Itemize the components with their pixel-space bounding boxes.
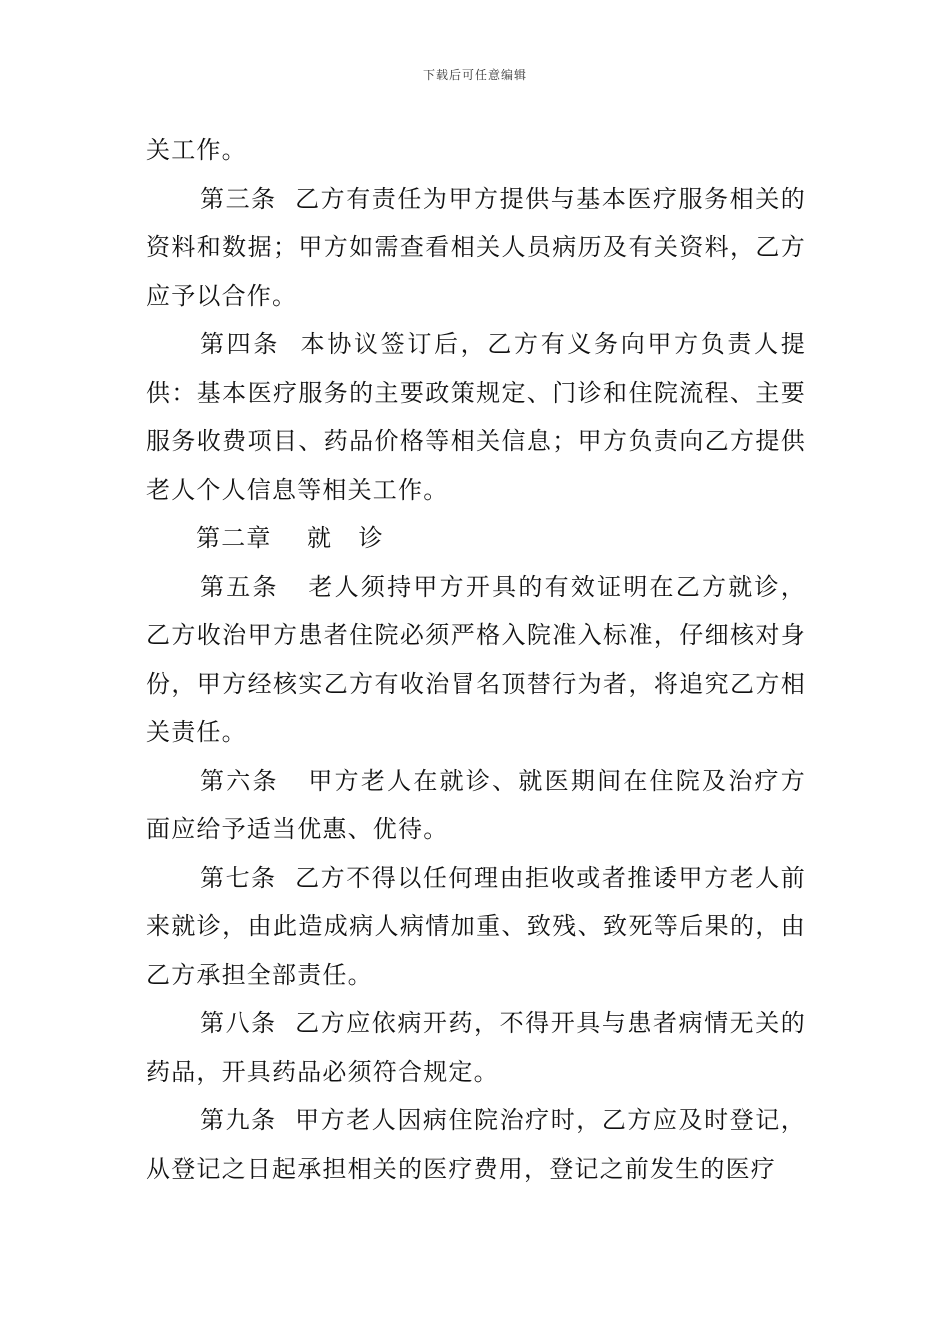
article-spacer <box>277 864 295 892</box>
article-4 <box>146 320 806 514</box>
article-spacer <box>277 1009 295 1037</box>
article-6 <box>146 757 806 854</box>
article-number: 第九条 <box>200 1106 277 1134</box>
article-text: 甲方老人因病住院治疗时，乙方应及时登记，从登记之日起承担相关的医疗费用，登记之前发生的医疗 <box>146 1106 806 1183</box>
article-number: 第五条 <box>200 572 279 601</box>
article-text: 甲方老人在就诊、就医期间在住院及治疗方面应给予适当优惠、优待。 <box>146 766 806 843</box>
article-8 <box>146 999 806 1096</box>
article-text: 乙方有责任为甲方提供与基本医疗服务相关的资料和数据；甲方如需查看相关人员病历及有关资料，乙方应予以合作。 <box>146 184 806 310</box>
article-text: 老人须持甲方开具的有效证明在乙方就诊，乙方收治甲方患者住院必须严格入院准入标准，仔细核对身份，甲方经核实乙方有收治冒名顶替行为者，将追究乙方相关责任。 <box>146 572 806 746</box>
article-text: 乙方应依病开药，不得开具与患者病情无关的药品，开具药品必须符合规定。 <box>146 1009 806 1086</box>
document-body <box>146 126 806 1193</box>
article-number: 第六条 <box>200 766 279 795</box>
article-9 <box>146 1096 806 1193</box>
article-number: 第四条 <box>200 330 281 358</box>
article-spacer <box>277 185 295 213</box>
article-number: 第八条 <box>200 1009 277 1037</box>
chapter-spacer <box>272 524 307 552</box>
paragraph-text: 关工作。 <box>146 136 247 164</box>
article-number: 第七条 <box>200 863 277 892</box>
article-5 <box>146 563 806 757</box>
article-spacer <box>279 573 309 601</box>
chapter-heading <box>146 514 806 563</box>
article-3 <box>146 175 806 321</box>
paragraph-continuation <box>146 126 806 175</box>
chapter-number: 第二章 <box>196 524 272 552</box>
article-text: 本协议签订后，乙方有义务向甲方负责人提供：基本医疗服务的主要政策规定、门诊和住院流程、主要服务收费项目、药品价格等相关信息；甲方负责向乙方提供老人个人信息等相关工作。 <box>146 330 806 504</box>
page-header-note: 下载后可任意编辑 <box>422 68 527 82</box>
chapter-title: 就 诊 <box>306 524 384 552</box>
article-spacer <box>279 767 309 795</box>
article-number: 第三条 <box>200 184 277 213</box>
article-text: 乙方不得以任何理由拒收或者推诿甲方老人前来就诊，由此造成病人病情加重、致残、致死等后果的，由乙方承担全部责任。 <box>146 863 806 989</box>
article-spacer <box>280 330 301 358</box>
article-spacer <box>277 1106 295 1134</box>
article-7 <box>146 854 806 1000</box>
